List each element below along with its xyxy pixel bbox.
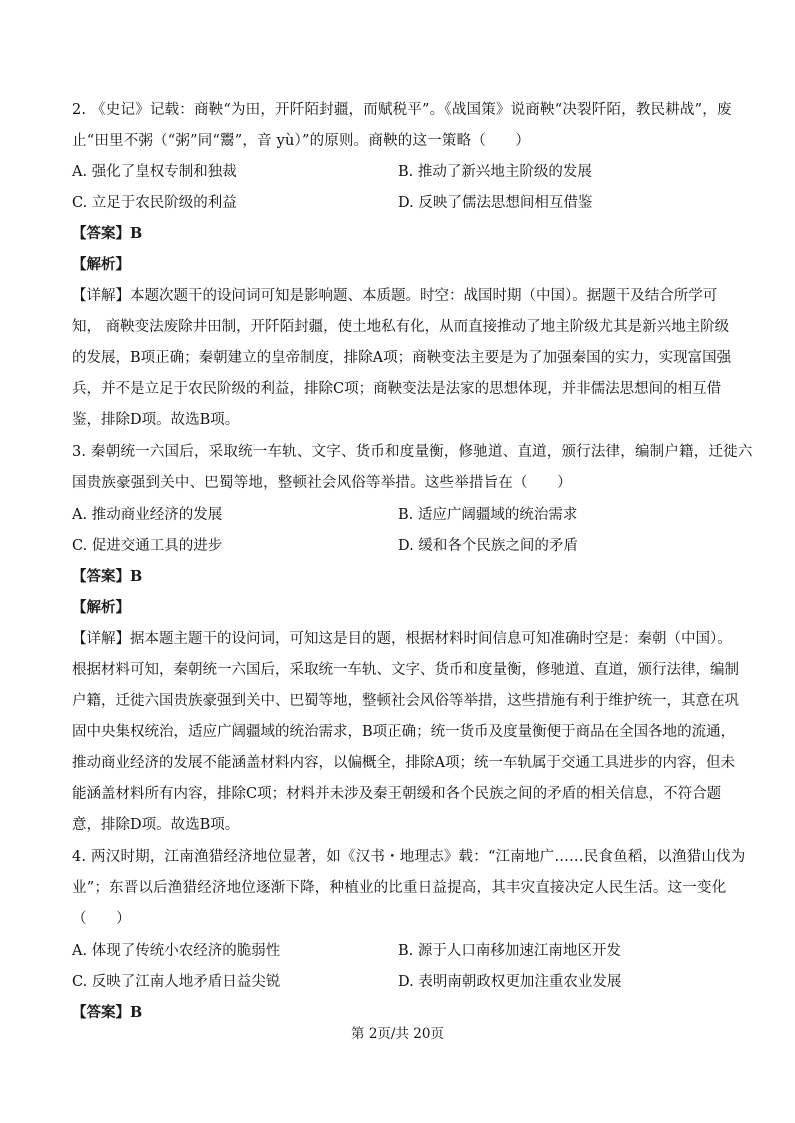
q3-detail-line-3: 户籍，迁徙六国贵族豪强到关中、巴蜀等地，整顿社会风俗等举措，这些措施有利于维护统一，其意在巩	[72, 693, 739, 709]
q2-stem-line-1: 2. 《史记》记载：商鞅“为田，开阡陌封疆，而赋税平”。《战国策》说商鞅“决裂阡陌，教民耕战”，废	[72, 102, 732, 118]
q3-stem-line-2: 国贵族豪强到关中、巴蜀等地，整顿社会风俗等举措。这些举措旨在（ ）	[72, 475, 572, 491]
q2-answer: 【答案】B	[72, 225, 143, 242]
q4-stem-line-1: 4. 两汉时期，江南渔猎经济地位显著，如《汉书・地理志》载：“江南地广……民食鱼稻，以渔猎山伐为	[72, 849, 746, 865]
q2-option-d: D. 反映了儒法思想间相互借鉴	[398, 195, 593, 211]
q4-answer: 【答案】B	[72, 1004, 143, 1021]
q4-option-d: D. 表明南朝政权更加注重农业发展	[398, 974, 622, 990]
q3-detail-line-4: 固中央集权统治，适应广阔疆域的统治需求，B项正确；统一货币及度量衡便于商品在全国各地的流通，	[72, 724, 736, 740]
q2-detail-line-3: 的发展，B项正确；秦朝建立的皇帝制度，排除A项；商鞅变法主要是为了加强秦国的实力，实现富国强	[72, 350, 732, 366]
q4-option-a: A. 体现了传统小农经济的脆弱性	[72, 943, 281, 959]
q2-option-c: C. 立足于农民阶级的利益	[72, 195, 237, 211]
q4-option-b: B. 源于人口南移加速江南地区开发	[398, 943, 621, 959]
q4-stem-line-2: 业”；东晋以后渔猎经济地位逐渐下降，种植业的比重日益提高，其丰灾直接决定人民生活。这一变化	[72, 880, 727, 896]
q2-detail-line-5: 鉴，排除D项。故选B项。	[72, 412, 240, 428]
page-footer: 第 2页/共 20页	[351, 1026, 444, 1042]
q3-stem-line-1: 3. 秦朝统一六国后，采取统一车轨、文字、货币和度量衡，修驰道、直道，颁行法律，编制户籍，迁徙六	[72, 444, 753, 460]
q2-detail-line-1: 【详解】本题次题干的设问词可知是影响题、本质题。时空：战国时期（中国）。据题干及结合所学可	[72, 288, 718, 304]
q2-analysis-label: 【解析】	[72, 256, 130, 273]
q3-detail-line-5: 推动商业经济的发展不能涵盖材料内容，以偏概全，排除A项；统一车轨属于交通工具进步的内容，但未	[72, 755, 735, 771]
q3-analysis-label: 【解析】	[72, 599, 130, 616]
q3-option-d: D. 缓和各个民族之间的矛盾	[398, 538, 578, 554]
q3-option-a: A. 推动商业经济的发展	[72, 507, 223, 523]
q3-detail-line-6: 能涵盖材料所有内容，排除C项；材料并未涉及秦王朝缓和各个民族之间的矛盾的相关信息，不符合题	[72, 786, 722, 802]
q2-detail-line-4: 兵，并不是立足于农民阶级的利益，排除C项；商鞅变法是法家的思想体现，并非儒法思想间的相互借	[72, 381, 722, 397]
q4-stem-line-3: （ ）	[72, 911, 131, 927]
q3-detail-line-1: 【详解】据本题主题干的设问词，可知这是目的题，根据材料时间信息可知准确时空是：秦朝（中国）。	[72, 631, 732, 647]
q2-option-a: A. 强化了皇权专制和独裁	[72, 164, 237, 180]
q4-option-c: C. 反映了江南人地矛盾日益尖锐	[72, 974, 281, 990]
q3-option-c: C. 促进交通工具的进步	[72, 538, 223, 554]
q2-stem-line-2: 止“田里不粥（“粥”同“鬻”，音 yù）”的原则。商鞅的这一策略（ ）	[72, 133, 531, 149]
q2-detail-line-2: 知， 商鞅变法废除井田制，开阡陌封疆，使土地私有化，从而直接推动了地主阶级尤其是新兴地主阶级	[72, 319, 730, 335]
q3-detail-line-2: 根据材料可知，秦朝统一六国后，采取统一车轨、文字、货币和度量衡，修驰道、直道，颁行法律，编制	[72, 662, 739, 678]
q3-answer: 【答案】B	[72, 568, 143, 585]
q2-option-b: B. 推动了新兴地主阶级的发展	[398, 164, 592, 180]
q3-detail-line-7: 意，排除D项。故选B项。	[72, 817, 240, 833]
q3-option-b: B. 适应广阔疆域的统治需求	[398, 507, 578, 523]
